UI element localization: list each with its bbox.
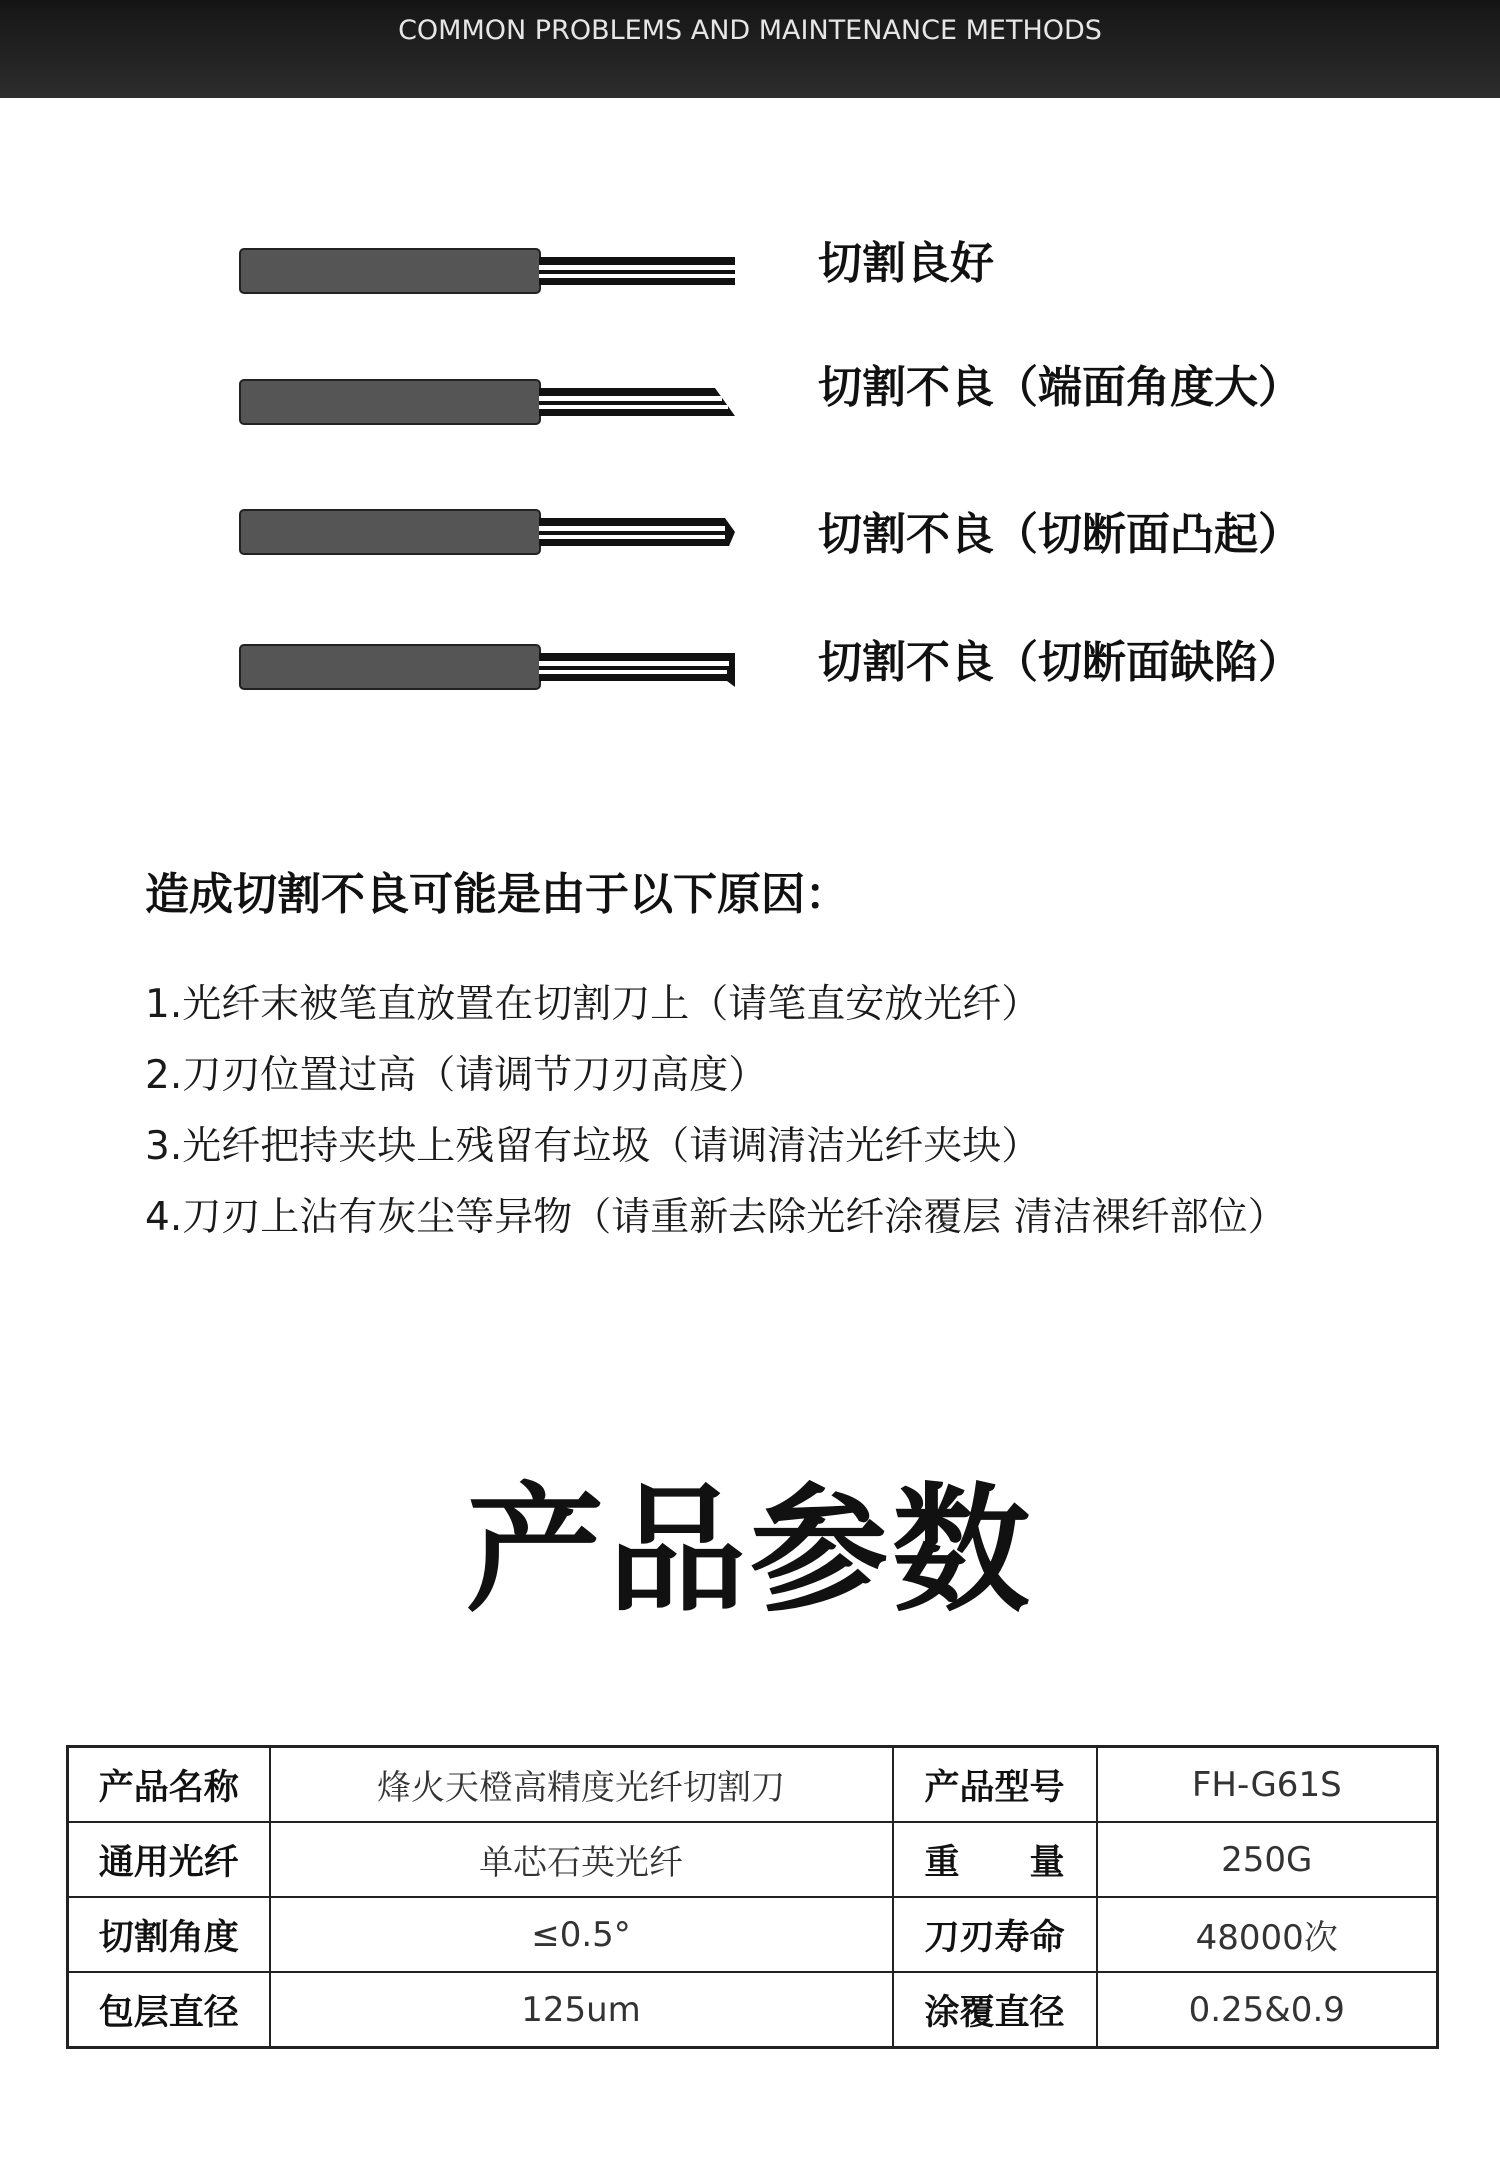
param-value: 0.25&0.9: [1097, 1972, 1438, 2048]
param-key: 切割角度: [68, 1897, 270, 1972]
fiber-bulge-cut-icon: [239, 508, 739, 556]
fiber-good-cut-icon: [239, 247, 739, 295]
param-key: 通用光纤: [68, 1822, 270, 1897]
param-key: 刀刃寿命: [893, 1897, 1097, 1972]
param-value: 单芯石英光纤: [270, 1822, 893, 1897]
table-row: [68, 1822, 1438, 1897]
table-row: [68, 1972, 1438, 2048]
param-value: 125um: [270, 1972, 893, 2048]
param-value: ≤0.5°: [270, 1897, 893, 1972]
cut-label-defect: 切割不良（切断面缺陷）: [818, 637, 1302, 688]
param-key: 产品名称: [68, 1747, 270, 1823]
cut-label-good: 切割良好: [818, 238, 994, 289]
param-key: 重 量: [893, 1822, 1097, 1897]
cause-item: 3.光纤把持夹块上残留有垃圾（请调清洁光纤夹块）: [145, 1124, 1041, 1169]
param-value: 烽火天橙高精度光纤切割刀: [270, 1747, 893, 1823]
params-table: [66, 1745, 1439, 2049]
fiber-angled-cut-icon: [239, 378, 739, 426]
param-key: 产品型号: [893, 1747, 1097, 1823]
param-key: 涂覆直径: [893, 1972, 1097, 2048]
table-row: [68, 1897, 1438, 1972]
cause-item: 1.光纤末被笔直放置在切割刀上（请笔直安放光纤）: [145, 982, 1041, 1027]
param-value: 250G: [1097, 1822, 1438, 1897]
table-row: [68, 1747, 1438, 1823]
header-title: COMMON PROBLEMS AND MAINTENANCE METHODS: [398, 15, 1102, 46]
params-title: 产品参数: [465, 1470, 1034, 1631]
param-value: FH-G61S: [1097, 1747, 1438, 1823]
fiber-defect-cut-icon: [239, 643, 739, 691]
header-banner: [0, 0, 1500, 98]
cause-item: 2.刀刃位置过高（请调节刀刃高度）: [145, 1053, 768, 1098]
cause-item: 4.刀刃上沾有灰尘等异物（请重新去除光纤涂覆层 清洁裸纤部位）: [145, 1195, 1287, 1240]
cut-label-angled: 切割不良（端面角度大）: [818, 362, 1302, 413]
param-value: 48000次: [1097, 1897, 1438, 1972]
cut-label-bulge: 切割不良（切断面凸起）: [818, 509, 1302, 560]
causes-heading: 造成切割不良可能是由于以下原因：: [145, 869, 849, 920]
param-key: 包层直径: [68, 1972, 270, 2048]
